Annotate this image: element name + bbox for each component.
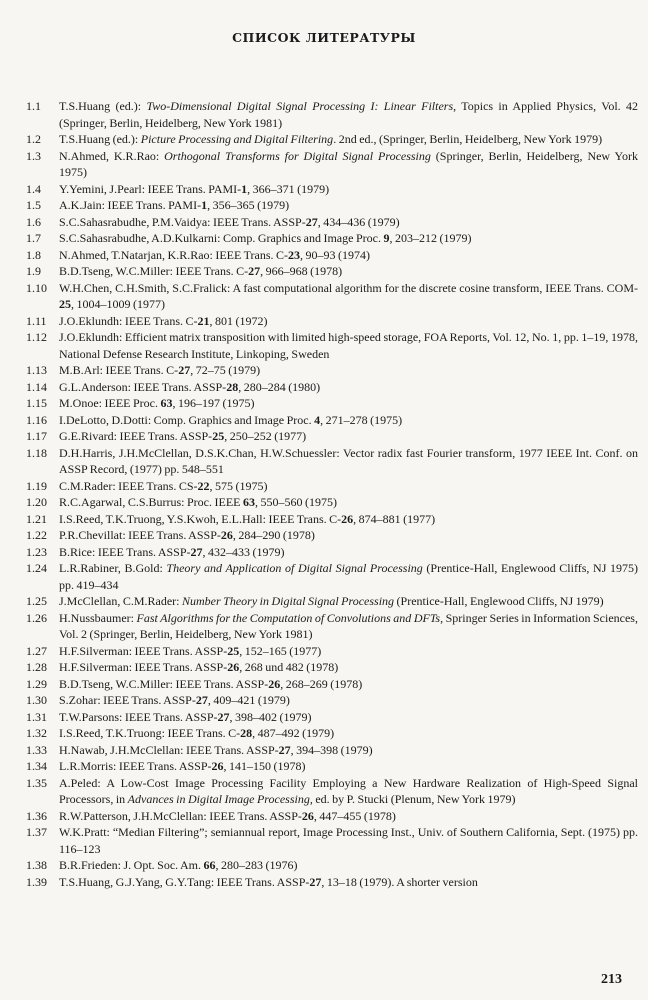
reference-entry [26, 808, 638, 825]
reference-text: H.F.Silverman: IEEE Trans. ASSP-26, 268 und 482 (1978) [59, 660, 339, 674]
reference-number: 1.15 [26, 396, 47, 410]
reference-number: 1.30 [26, 693, 47, 707]
reference-number: 1.34 [26, 759, 47, 773]
reference-number: 1.32 [26, 726, 47, 740]
reference-entry [26, 131, 638, 148]
reference-number: 1.38 [26, 858, 47, 872]
reference-entry [26, 874, 638, 891]
reference-entry [26, 610, 638, 643]
reference-number: 1.31 [26, 709, 47, 724]
reference-number: 1.5 [26, 198, 41, 212]
reference-entry [26, 362, 638, 379]
reference-number: 1.27 [26, 643, 47, 658]
reference-entry [26, 313, 638, 330]
reference-entry [26, 659, 638, 676]
reference-text: G.L.Anderson: IEEE Trans. ASSP-28, 280–284 (1980) [59, 379, 321, 394]
reference-text: Y.Yemini, J.Pearl: IEEE Trans. PAMI-1, 366–371 (1979) [59, 181, 330, 196]
reference-number: 1.9 [26, 264, 41, 278]
reference-number: 1.11 [26, 313, 47, 328]
reference-text: T.W.Parsons: IEEE Trans. ASSP-27, 398–402 (1979) [59, 709, 312, 724]
reference-entry [26, 676, 638, 693]
reference-text: S.C.Sahasrabudhe, P.M.Vaidya: IEEE Trans. ASSP-27, 434–436 (1979) [59, 214, 400, 229]
reference-entry [26, 758, 638, 775]
reference-text: L.R.Morris: IEEE Trans. ASSP-26, 141–150 (1978) [59, 759, 306, 773]
reference-number: 1.25 [26, 594, 47, 608]
reference-entry [26, 247, 638, 264]
reference-text: I.S.Reed, T.K.Truong: IEEE Trans. C-28, 487–492 (1979) [59, 726, 335, 740]
reference-entry [26, 560, 638, 593]
page-number: 213 [601, 972, 622, 987]
reference-entry [26, 148, 638, 181]
reference-number: 1.8 [26, 247, 41, 262]
reference-entry [26, 527, 638, 544]
reference-number: 1.1 [26, 99, 41, 113]
reference-text: T.S.Huang (ed.): Two-Dimensional Digital Signal Processing I: Linear Filters, Topics in Applied Physics, Vol. 42 (Springer, Berlin, Heidelberg, New York 1981) [59, 99, 638, 130]
reference-number: 1.39 [26, 874, 47, 889]
reference-number: 1.12 [26, 330, 47, 344]
reference-text: J.McClellan, C.M.Rader: Number Theory in Digital Signal Processing (Prentice-Hall, Englewood Cliffs, NJ 1979) [59, 594, 604, 608]
reference-entry [26, 742, 638, 759]
reference-entry [26, 395, 638, 412]
reference-entry [26, 445, 638, 478]
reference-text: I.S.Reed, T.K.Truong, Y.S.Kwoh, E.L.Hall: IEEE Trans. C-26, 874–881 (1977) [59, 511, 436, 526]
reference-entry [26, 775, 638, 808]
reference-text: J.O.Eklundh: Efficient matrix transposition with limited high-speed storage, FOA Reports, Vol. 12, No. 1, pp. 1–19, 1978, National Defense Research Institute, Linkoping, Sweden [59, 330, 638, 361]
reference-entry [26, 263, 638, 280]
reference-text: M.Onoe: IEEE Proc. 63, 196–197 (1975) [59, 396, 255, 410]
reference-entry [26, 329, 638, 362]
reference-text: S.C.Sahasrabudhe, A.D.Kulkarni: Comp. Graphics and Image Proc. 9, 203–212 (1979) [59, 231, 472, 245]
reference-number: 1.35 [26, 775, 47, 790]
reference-entry [26, 412, 638, 429]
reference-entry [26, 824, 638, 857]
reference-number: 1.24 [26, 561, 47, 575]
reference-text: B.Rice: IEEE Trans. ASSP-27, 432–433 (1979) [59, 544, 285, 559]
reference-text: H.Nawab, J.H.McClellan: IEEE Trans. ASSP-27, 394–398 (1979) [59, 742, 373, 757]
reference-list [26, 98, 638, 890]
reference-number: 1.29 [26, 676, 47, 691]
reference-number: 1.33 [26, 742, 47, 757]
reference-text: C.M.Rader: IEEE Trans. CS-22, 575 (1975) [59, 478, 268, 493]
reference-entry [26, 379, 638, 396]
reference-number: 1.6 [26, 214, 41, 229]
reference-number: 1.3 [26, 148, 41, 163]
reference-number: 1.17 [26, 429, 47, 443]
reference-number: 1.21 [26, 511, 47, 526]
reference-text: L.R.Rabiner, B.Gold: Theory and Application of Digital Signal Processing (Prentice-Hall, Englewood Cliffs, NJ 1975) pp. 419–434 [59, 561, 638, 592]
reference-number: 1.4 [26, 181, 41, 196]
reference-text: H.Nussbaumer: Fast Algorithms for the Computation of Convolutions and DFTs, Springer Series in Information Sciences, Vol. 2 (Springer, Berlin, Heidelberg, New York 1981) [59, 610, 638, 641]
reference-number: 1.13 [26, 363, 47, 377]
reference-text: M.B.Arl: IEEE Trans. C-27, 72–75 (1979) [59, 363, 261, 377]
reference-number: 1.20 [26, 495, 47, 509]
reference-number: 1.7 [26, 231, 41, 245]
reference-text: B.D.Tseng, W.C.Miller: IEEE Trans. C-27, 966–968 (1978) [59, 264, 343, 278]
reference-text: R.W.Patterson, J.H.McClellan: IEEE Trans. ASSP-26, 447–455 (1978) [59, 808, 396, 823]
reference-text: W.H.Chen, C.H.Smith, S.C.Fralick: A fast computational algorithm for the discrete cosine transform, IEEE Trans. COM-25, 1004–1009 (1977) [59, 280, 638, 311]
reference-number: 1.36 [26, 808, 47, 823]
reference-text: I.DeLotto, D.Dotti: Comp. Graphics and Image Proc. 4, 271–278 (1975) [59, 412, 403, 427]
reference-entry [26, 511, 638, 528]
reference-text: N.Ahmed, K.R.Rao: Orthogonal Transforms for Digital Signal Processing (Springer, Berlin, Heidelberg, New York 1975) [59, 148, 639, 179]
reference-number: 1.16 [26, 412, 47, 427]
reference-number: 1.18 [26, 445, 47, 460]
reference-number: 1.23 [26, 544, 47, 559]
reference-number: 1.26 [26, 610, 47, 625]
reference-number: 1.19 [26, 478, 47, 493]
reference-entry [26, 725, 638, 742]
reference-number: 1.28 [26, 660, 47, 674]
reference-entry [26, 478, 638, 495]
reference-text: N.Ahmed, T.Natarjan, K.R.Rao: IEEE Trans. C-23, 90–93 (1974) [59, 247, 371, 262]
reference-text: R.C.Agarwal, C.S.Burrus: Proc. IEEE 63, 550–560 (1975) [59, 495, 337, 509]
reference-text: W.K.Pratt: “Median Filtering”; semiannual report, Image Processing Inst., Univ. of Southern California, Sept. (1975) pp. 116–123 [59, 825, 638, 856]
reference-text: B.R.Frieden: J. Opt. Soc. Am. 66, 280–283 (1976) [59, 858, 298, 872]
reference-number: 1.14 [26, 379, 47, 394]
reference-entry [26, 857, 638, 874]
reference-text: A.K.Jain: IEEE Trans. PAMI-1, 356–365 (1979) [59, 198, 290, 212]
reference-entry [26, 593, 638, 610]
reference-entry [26, 197, 638, 214]
reference-entry [26, 428, 638, 445]
reference-entry [26, 544, 638, 561]
reference-number: 1.10 [26, 280, 47, 295]
reference-text: A.Peled: A Low-Cost Image Processing Facility Employing a New Hardware Realization of High-Speed Signal Processors, in Advances in Digital Image Processing, ed. by P. Stucki (Plenum, New York 1979) [59, 775, 638, 806]
reference-text: D.H.Harris, J.H.McClellan, D.S.K.Chan, H.W.Schuessler: Vector radix fast Fourier transform, 1977 IEEE Int. Conf. on ASSP Record, (1977) pp. 548–551 [59, 445, 638, 476]
reference-text: P.R.Chevillat: IEEE Trans. ASSP-26, 284–290 (1978) [59, 528, 315, 542]
reference-entry [26, 692, 638, 709]
reference-text: T.S.Huang (ed.): Picture Processing and Digital Filtering. 2nd ed., (Springer, Berlin, Heidelberg, New York 1979) [59, 132, 603, 146]
reference-text: J.O.Eklundh: IEEE Trans. C-21, 801 (1972) [59, 313, 268, 328]
reference-text: H.F.Silverman: IEEE Trans. ASSP-25, 152–165 (1977) [59, 643, 322, 658]
reference-number: 1.22 [26, 528, 47, 542]
reference-entry [26, 230, 638, 247]
reference-number: 1.2 [26, 132, 41, 146]
reference-number: 1.37 [26, 825, 47, 839]
reference-text: B.D.Tseng, W.C.Miller: IEEE Trans. ASSP-26, 268–269 (1978) [59, 676, 363, 691]
reference-entry [26, 181, 638, 198]
reference-entry [26, 98, 638, 131]
reference-text: G.E.Rivard: IEEE Trans. ASSP-25, 250–252 (1977) [59, 429, 307, 443]
reference-entry [26, 280, 638, 313]
reference-entry [26, 494, 638, 511]
reference-entry [26, 643, 638, 660]
reference-entry [26, 709, 638, 726]
reference-entry [26, 214, 638, 231]
reference-text: T.S.Huang, G.J.Yang, G.Y.Tang: IEEE Trans. ASSP-27, 13–18 (1979). A shorter version [59, 874, 478, 889]
reference-text: S.Zohar: IEEE Trans. ASSP-27, 409–421 (1979) [59, 693, 290, 707]
page-title: СПИСОК ЛИТЕРАТУРЫ [232, 30, 416, 45]
